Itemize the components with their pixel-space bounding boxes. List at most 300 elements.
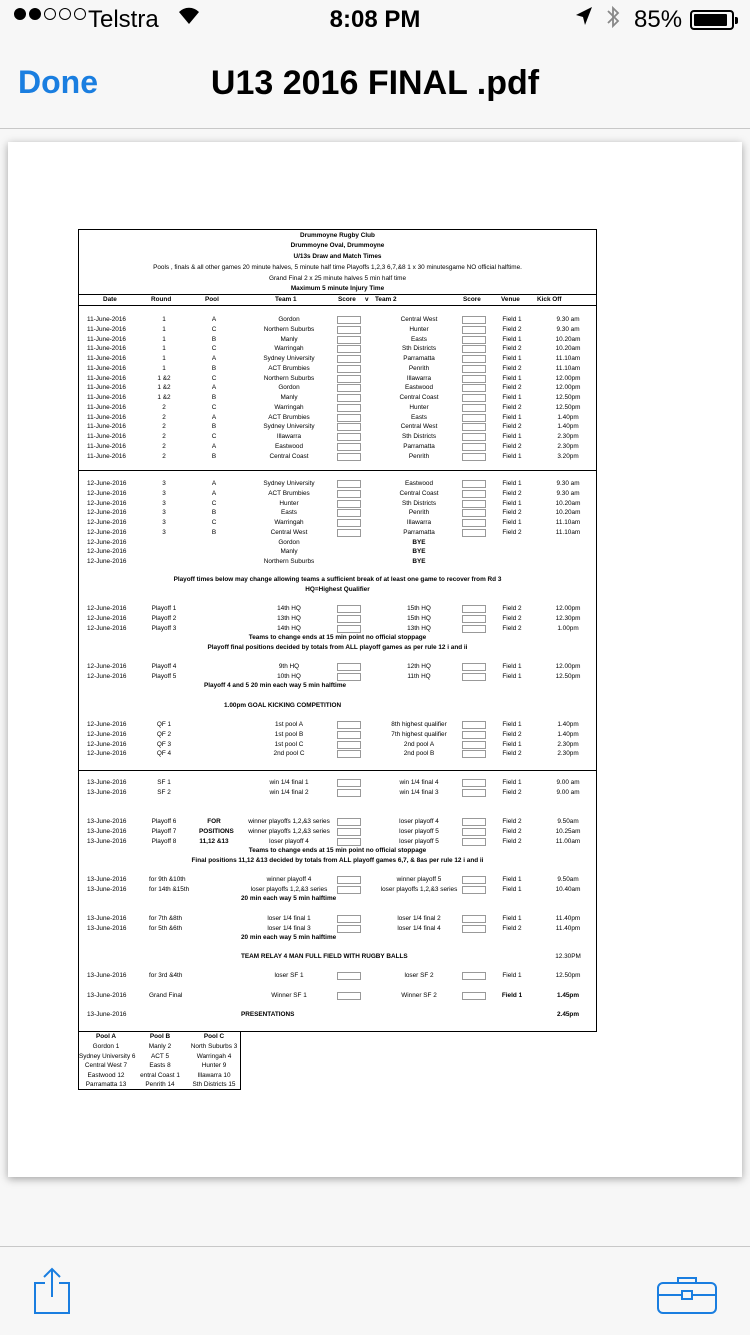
match-round: QF 1 <box>156 721 172 728</box>
score-box-team-1 <box>337 625 361 633</box>
kick-off: 10.20am <box>555 335 581 343</box>
team-2: Eastwood <box>404 384 434 392</box>
sheet-header-line: Pools , finals & all other games 20 minute halves, 5 minute half time Playoffs 1,2,3 6,7,&8 1 x 30 minutesgame NO official halftime. <box>153 264 522 271</box>
kick-off: 1.40pm <box>557 721 579 728</box>
table-row <box>79 375 596 384</box>
match-date: 12-June-2016 <box>87 740 127 748</box>
team-2: Parramatta <box>403 355 435 362</box>
score-box-team-2 <box>462 750 486 758</box>
kick-off: 9.00 am <box>556 788 580 796</box>
battery-icon <box>690 10 734 30</box>
team-1: 1st pool A <box>274 721 304 728</box>
pool-team: Parramatta 13 <box>85 1081 127 1088</box>
kick-off: 12.50pm <box>555 672 581 680</box>
match-date: 11-June-2016 <box>87 394 126 401</box>
sheet-header-line: Drummoyne Oval, Drummoyne <box>290 242 385 249</box>
pool-header-row <box>79 1033 240 1042</box>
presentations-label: PRESENTATIONS <box>241 1011 295 1018</box>
pool-team: Hunter 9 <box>201 1062 227 1069</box>
table-row <box>79 789 596 798</box>
match-pool: POSITIONS <box>199 827 234 835</box>
kick-off: 10.25am <box>555 827 581 835</box>
match-date: 13-June-2016 <box>87 992 127 999</box>
match-pool: A <box>211 355 217 362</box>
score-box-team-1 <box>337 886 361 894</box>
match-round: 1 &2 <box>157 394 171 401</box>
match-date: 11-June-2016 <box>87 423 126 431</box>
score-box-team-1 <box>337 500 361 508</box>
venue: Field 1 <box>502 452 522 460</box>
score-box-team-2 <box>462 818 486 826</box>
match-date: 13-June-2016 <box>87 788 127 796</box>
team-1: ACT Brumbies <box>268 364 310 372</box>
score-box-team-2 <box>462 365 486 373</box>
match-date: 11-June-2016 <box>87 345 126 353</box>
team-1: Warringah <box>274 519 304 526</box>
venue: Field 2 <box>502 750 522 758</box>
match-round: for 3rd &4th <box>149 972 183 979</box>
kick-off: 10.20am <box>555 509 581 517</box>
score-box-team-2 <box>462 443 486 451</box>
match-date: 11-June-2016 <box>87 403 126 411</box>
toolbox-icon[interactable] <box>656 1275 718 1315</box>
share-icon[interactable] <box>32 1267 72 1315</box>
kick-off: 9.30 am <box>556 480 580 487</box>
team-1: win 1/4 final 2 <box>269 788 309 796</box>
team-1: winner playoffs 1,2,&3 series <box>248 827 330 835</box>
sheet-header-line: U/13s Draw and Match Times <box>293 253 382 260</box>
match-pool: C <box>211 345 217 353</box>
match-round: 3 <box>162 509 166 517</box>
team-2: 11th HQ <box>407 672 431 680</box>
match-round: 1 &2 <box>157 374 171 382</box>
kick-off: 1.40pm <box>557 413 579 421</box>
pdf-page[interactable] <box>8 142 742 1177</box>
score-box-team-2 <box>462 404 486 412</box>
relay-kick-off: 12.30PM <box>555 953 581 960</box>
team-2: Sth Districts <box>401 345 437 353</box>
table-row <box>79 414 596 423</box>
team-1: Warringah <box>274 403 304 411</box>
match-date: 12-June-2016 <box>87 538 127 546</box>
team-1: Illawarra <box>276 433 302 440</box>
kick-off: 12.00pm <box>555 374 581 382</box>
venue: Field 1 <box>502 335 522 343</box>
match-round: Playoff 8 <box>151 837 177 845</box>
match-round: 2 <box>162 452 166 460</box>
pool-team: Gordon 1 <box>92 1043 120 1050</box>
score-box-team-1 <box>337 433 361 441</box>
score-box-team-1 <box>337 779 361 787</box>
score-box-team-1 <box>337 529 361 537</box>
table-row <box>79 384 596 393</box>
match-pool: A <box>211 480 217 487</box>
team-1: 9th HQ <box>278 663 300 670</box>
match-date: 11-June-2016 <box>87 374 126 382</box>
kick-off: 2.30pm <box>557 433 579 440</box>
kick-off: 11.00am <box>555 837 581 845</box>
team-2: 7th highest qualifier <box>391 730 447 738</box>
schedule-note: HQ=Highest Qualifier <box>305 586 370 593</box>
team-2: 13th HQ <box>407 624 431 632</box>
team-1: Eastwood <box>274 442 304 450</box>
venue: Field 1 <box>502 663 522 670</box>
score-box-team-2 <box>462 625 486 633</box>
team-1: loser 1/4 final 3 <box>267 924 311 932</box>
match-round: QF 2 <box>156 730 172 738</box>
team-2: Central West <box>400 423 438 431</box>
table-row <box>79 509 596 518</box>
match-date: 11-June-2016 <box>87 325 126 333</box>
venue: Field 1 <box>502 915 522 922</box>
kick-off: 1.45pm <box>556 992 580 999</box>
team-2: 15th HQ <box>407 614 431 622</box>
match-round: 1 <box>162 364 166 372</box>
team-2: Hunter <box>409 403 429 411</box>
team-2: loser playoff 4 <box>399 818 439 825</box>
venue: Field 1 <box>502 779 522 786</box>
kick-off: 9.50am <box>557 818 579 825</box>
score-box-team-2 <box>462 915 486 923</box>
table-row <box>79 605 596 614</box>
section-divider <box>79 470 596 471</box>
match-date: 11-June-2016 <box>87 364 126 372</box>
score-box-team-2 <box>462 375 486 383</box>
score-box-team-2 <box>462 876 486 884</box>
venue: Field 1 <box>502 672 522 680</box>
score-box-team-2 <box>462 453 486 461</box>
team-1: Gordon <box>278 316 300 323</box>
team-1: loser playoffs 1,2,&3 series <box>250 885 328 893</box>
team-2: BYE <box>412 548 426 556</box>
score-box-team-1 <box>337 404 361 412</box>
kick-off: 12.00pm <box>555 663 581 670</box>
team-1: winner playoffs 1,2,&3 series <box>248 818 330 825</box>
team-2: Parramatta <box>403 528 435 536</box>
team-1: 14th HQ <box>277 624 301 632</box>
match-date: 13-June-2016 <box>87 818 127 825</box>
table-row <box>79 992 596 1001</box>
score-box-team-1 <box>337 423 361 431</box>
score-box-team-2 <box>462 992 486 1000</box>
pool-team: Sth Districts 15 <box>192 1081 236 1088</box>
kick-off: 11.10am <box>555 355 581 362</box>
sheet-header-line: Maximum 5 minute Injury Time <box>290 285 385 292</box>
score-box-team-1 <box>337 925 361 933</box>
team-1: 14th HQ <box>277 605 301 612</box>
kick-off: 9.00 am <box>556 779 580 786</box>
match-pool: B <box>211 452 217 460</box>
venue: Field 1 <box>502 316 522 323</box>
score-box-team-1 <box>337 336 361 344</box>
team-1: Northern Suburbs <box>263 325 315 333</box>
match-pool: B <box>211 394 217 401</box>
kick-off: 10.20am <box>555 499 581 507</box>
kick-off: 12.50pm <box>555 403 581 411</box>
clock: 8:08 PM <box>329 6 421 33</box>
schedule-note: Playoff times below may change allowing teams a sufficient break of at least one game to recover from Rd 3 <box>173 576 502 583</box>
pool-team: Manly 2 <box>148 1043 172 1050</box>
team-2: win 1/4 final 4 <box>399 779 439 786</box>
match-date: 12-June-2016 <box>87 480 127 487</box>
column-header: Score <box>463 296 481 303</box>
match-round: 1 <box>162 325 166 333</box>
score-box-team-2 <box>462 316 486 324</box>
pool-team: Illawarra 10 <box>197 1071 231 1079</box>
table-row <box>79 925 596 934</box>
match-pool: C <box>211 433 217 440</box>
team-2: Illawarra <box>406 374 432 382</box>
score-box-team-1 <box>337 345 361 353</box>
kick-off: 11.40pm <box>555 924 581 932</box>
score-box-team-2 <box>462 838 486 846</box>
table-row <box>79 480 596 489</box>
team-2: Easts <box>411 335 427 343</box>
location-icon <box>574 5 594 33</box>
score-box-team-2 <box>462 741 486 749</box>
match-round: Playoff 4 <box>151 663 177 670</box>
match-round: 1 <box>162 355 166 362</box>
team-1: ACT Brumbies <box>268 413 310 421</box>
venue: Field 2 <box>502 364 522 372</box>
match-date: 12-June-2016 <box>87 672 127 680</box>
column-header: Team 1 <box>275 296 297 303</box>
match-date: 12-June-2016 <box>87 499 127 507</box>
pool-header: Pool B <box>149 1033 171 1040</box>
score-box-team-2 <box>462 423 486 431</box>
team-1: Sydney University <box>263 480 315 487</box>
team-2: 2nd pool B <box>403 750 435 758</box>
kick-off: 11.40pm <box>555 915 581 922</box>
schedule-note: Playoff final positions decided by totals from ALL playoff games as per rule 12 i and ii <box>207 644 468 651</box>
match-date: 13-June-2016 <box>87 972 127 979</box>
kick-off: 2.30pm <box>557 442 579 450</box>
column-header: Date <box>103 296 117 303</box>
pool-team: Sydney University 6 <box>79 1052 136 1060</box>
match-date: 12-June-2016 <box>87 528 127 536</box>
schedule-note: Final positions 11,12 &13 decided by totals from ALL playoff games 6,7, & 8as per rule 12 i and ii <box>191 857 484 864</box>
score-box-team-2 <box>462 519 486 527</box>
match-round: 1 <box>162 335 166 343</box>
match-round: 2 <box>162 423 166 431</box>
pool-summary-table <box>78 1031 241 1090</box>
team-1: 13th HQ <box>277 614 301 622</box>
venue: Field 2 <box>502 442 522 450</box>
score-box-team-1 <box>337 731 361 739</box>
kick-off: 2.30pm <box>557 750 579 758</box>
score-box-team-1 <box>337 414 361 422</box>
match-round: 3 <box>162 480 166 487</box>
team-2: Illawarra <box>406 519 432 526</box>
team-2: loser playoff 5 <box>399 827 439 835</box>
team-2: 12th HQ <box>407 663 431 670</box>
score-box-team-1 <box>337 838 361 846</box>
score-box-team-2 <box>462 414 486 422</box>
match-date: 13-June-2016 <box>87 915 127 922</box>
team-1: Hunter <box>279 499 299 507</box>
schedule-note: 1.00pm GOAL KICKING COMPETITION <box>224 702 342 709</box>
score-box-team-1 <box>337 828 361 836</box>
table-row <box>79 731 596 740</box>
table-row <box>79 915 596 924</box>
pool-team: North Suburbs 3 <box>190 1043 238 1050</box>
match-round: QF 4 <box>156 750 172 758</box>
team-1: Gordon <box>278 384 300 392</box>
team-2: win 1/4 final 3 <box>399 788 439 796</box>
kick-off: 1.40pm <box>557 423 579 431</box>
navigation-bar <box>0 40 750 129</box>
team-1: ACT Brumbies <box>268 489 310 497</box>
match-date: 12-June-2016 <box>87 721 127 728</box>
venue: Field 1 <box>502 740 522 748</box>
table-row <box>79 750 596 759</box>
table-row <box>79 519 596 528</box>
table-row <box>79 886 596 895</box>
team-1: Northern Suburbs <box>263 558 315 565</box>
score-box-team-2 <box>462 886 486 894</box>
team-2: winner playoff 5 <box>396 876 442 883</box>
score-box-team-2 <box>462 529 486 537</box>
kick-off: 1.00pm <box>557 624 579 632</box>
match-date: 12-June-2016 <box>87 558 127 565</box>
carrier-name: Telstra <box>88 6 159 33</box>
team-1: Manly <box>280 335 298 343</box>
table-row <box>79 394 596 403</box>
score-box-team-1 <box>337 605 361 613</box>
match-date: 12-June-2016 <box>87 730 127 738</box>
team-1: Manly <box>280 394 298 401</box>
match-round: for 14th &15th <box>149 885 190 893</box>
score-box-team-2 <box>462 480 486 488</box>
team-2: Penrith <box>408 509 430 517</box>
team-2: BYE <box>412 558 426 565</box>
score-box-team-2 <box>462 828 486 836</box>
table-row <box>79 453 596 462</box>
match-date: 13-June-2016 <box>87 837 127 845</box>
score-box-team-1 <box>337 355 361 363</box>
match-round: 1 <box>162 316 166 323</box>
venue: Field 2 <box>502 924 522 932</box>
team-1: Manly <box>280 548 298 556</box>
venue: Field 2 <box>502 384 522 392</box>
team-1: 1st pool B <box>274 730 304 738</box>
match-round: 3 <box>162 489 166 497</box>
score-box-team-2 <box>462 384 486 392</box>
table-row <box>79 433 596 442</box>
match-date: 11-June-2016 <box>87 442 126 450</box>
pool-team: Easts 8 <box>149 1062 171 1069</box>
pool-row <box>79 1081 240 1090</box>
score-box-team-2 <box>462 731 486 739</box>
table-row <box>79 345 596 354</box>
score-box-team-2 <box>462 673 486 681</box>
match-date: 11-June-2016 <box>87 335 126 343</box>
team-2: Eastwood <box>404 480 434 487</box>
kick-off: 10.20am <box>555 345 581 353</box>
score-box-team-1 <box>337 316 361 324</box>
match-pool: A <box>211 316 217 323</box>
kick-off: 12.50pm <box>555 972 581 979</box>
match-round: SF 2 <box>157 788 171 796</box>
team-2: loser SF 2 <box>404 972 434 979</box>
score-box-team-1 <box>337 384 361 392</box>
match-date: 12-June-2016 <box>87 489 127 497</box>
score-box-team-1 <box>337 480 361 488</box>
venue: Field 2 <box>502 624 522 632</box>
team-2: Easts <box>411 413 427 421</box>
venue: Field 1 <box>502 972 522 979</box>
team-2: loser playoff 5 <box>399 837 439 845</box>
kick-off: 12.30pm <box>555 614 581 622</box>
table-row <box>79 548 596 557</box>
venue: Field 1 <box>502 885 522 893</box>
venue: Field 1 <box>502 480 522 487</box>
score-box-team-2 <box>462 500 486 508</box>
score-box-team-1 <box>337 394 361 402</box>
table-row <box>79 539 596 548</box>
kick-off: 1.40pm <box>557 730 579 738</box>
score-box-team-1 <box>337 490 361 498</box>
schedule-note: Teams to change ends at 15 min point no official stoppage <box>248 634 427 641</box>
venue: Field 2 <box>502 818 522 825</box>
match-round: 3 <box>162 499 166 507</box>
sheet-header-line: Grand Final 2 x 25 minute halves 5 min half time <box>268 275 407 282</box>
team-1: loser 1/4 final 1 <box>267 915 311 922</box>
pool-team: Penrith 14 <box>145 1081 175 1088</box>
score-box-team-2 <box>462 509 486 517</box>
match-pool: 11,12 &13 <box>199 837 229 845</box>
table-row <box>79 355 596 364</box>
match-round: 2 <box>162 413 166 421</box>
score-box-team-1 <box>337 326 361 334</box>
match-round: 2 <box>162 433 166 440</box>
team-1: 1st pool C <box>274 740 304 748</box>
table-row <box>79 828 596 837</box>
kick-off: 12.50pm <box>555 394 581 401</box>
score-box-team-1 <box>337 972 361 980</box>
score-box-team-2 <box>462 345 486 353</box>
kick-off: 9.30 am <box>556 316 580 323</box>
match-date: 11-June-2016 <box>87 413 126 421</box>
team-1: Central Coast <box>269 452 309 460</box>
score-box-team-1 <box>337 750 361 758</box>
team-2: Parramatta <box>403 442 435 450</box>
match-pool: C <box>211 519 217 526</box>
team-2: loser playoffs 1,2,&3 series <box>380 885 458 893</box>
match-round: for 7th &8th <box>149 915 183 922</box>
column-header: Score <box>338 296 356 303</box>
team-2: Penrith <box>408 452 430 460</box>
table-row <box>79 336 596 345</box>
score-box-team-1 <box>337 519 361 527</box>
team-1: Northern Suburbs <box>263 374 315 382</box>
venue: Field 2 <box>502 403 522 411</box>
score-box-team-2 <box>462 490 486 498</box>
match-date: 12-June-2016 <box>87 614 127 622</box>
score-box-team-1 <box>337 721 361 729</box>
score-box-team-1 <box>337 509 361 517</box>
team-1: Gordon <box>278 538 300 546</box>
section-divider <box>79 770 596 771</box>
score-box-team-1 <box>337 876 361 884</box>
table-row <box>79 490 596 499</box>
score-box-team-1 <box>337 915 361 923</box>
match-date: 13-June-2016 <box>87 1011 127 1018</box>
column-headers <box>79 294 596 306</box>
table-row <box>79 558 596 567</box>
table-row <box>79 365 596 374</box>
done-button[interactable]: Done <box>18 64 98 100</box>
